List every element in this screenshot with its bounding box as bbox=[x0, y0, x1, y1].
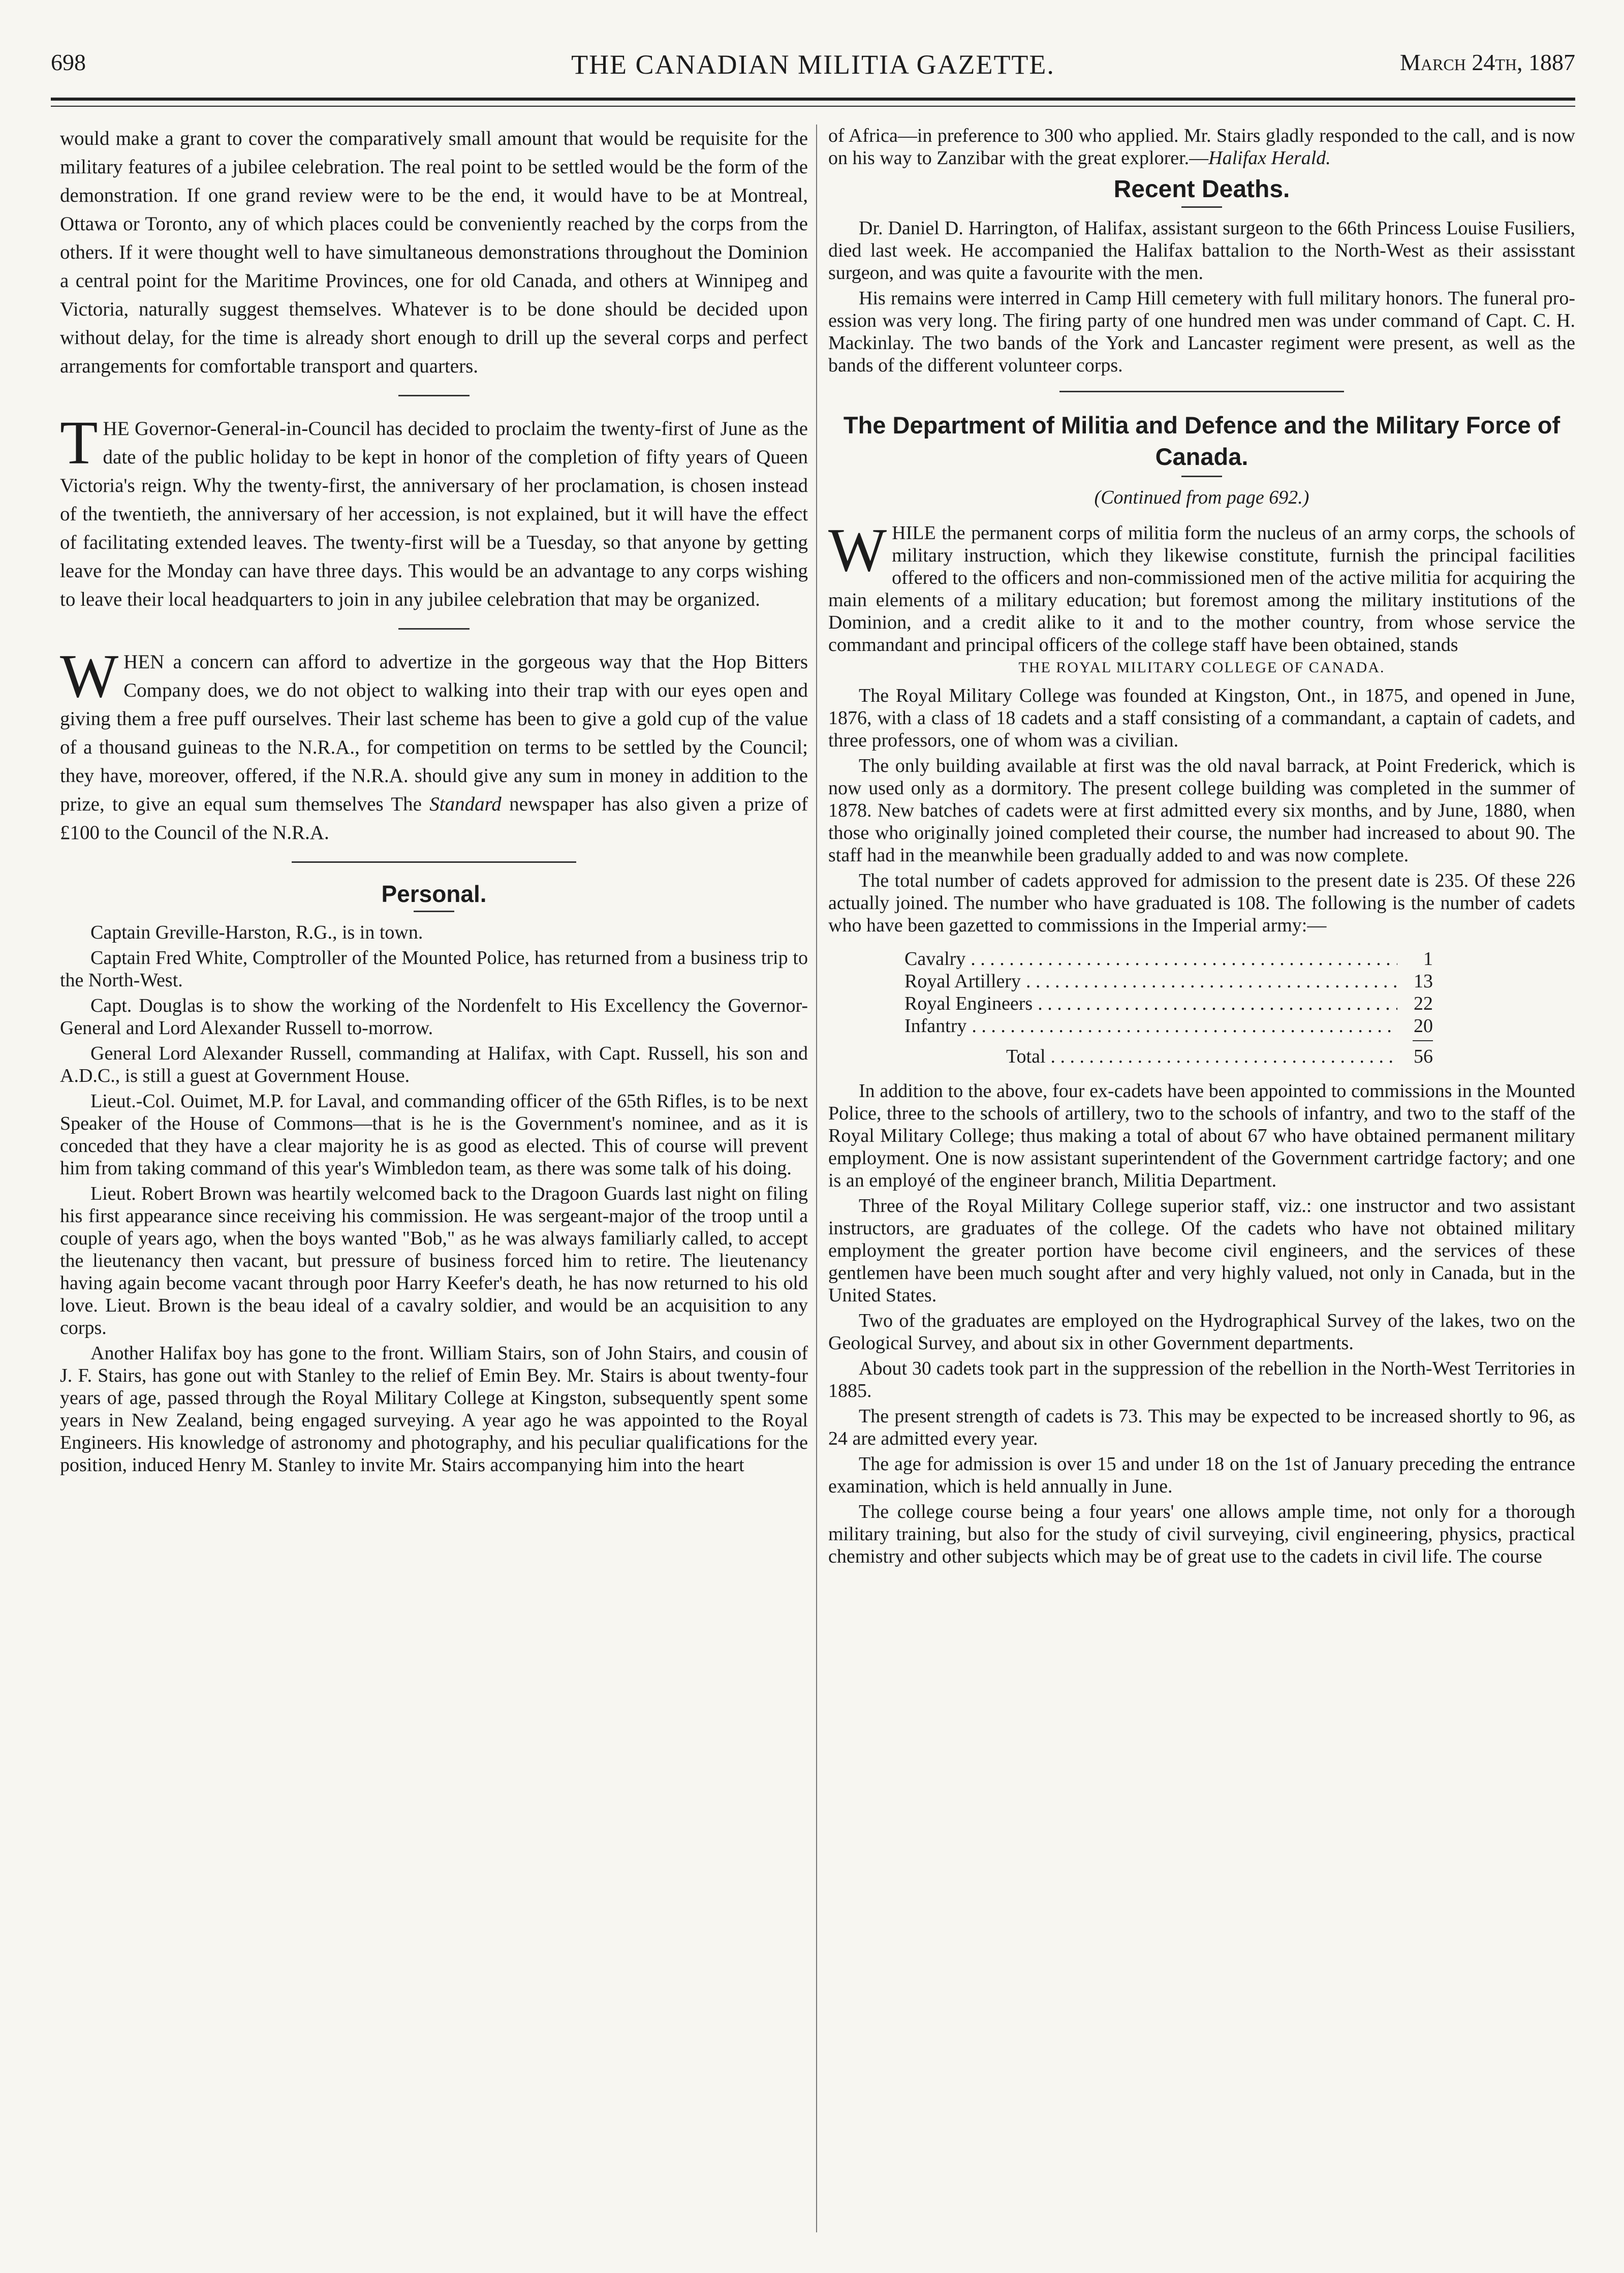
personal-item: Another Halifax boy has gone to the front. William Stairs, son of John Stairs, and cousin of J. F. Stairs, has gone out with Stanley to the relief of Emin Bey. Mr. Stairs is about twenty-four years of age, passed through the Royal Military College at Kingston, subsequently spent some years in New Zealand, being engaged surveying. A year ago he was appointed to the Royal Engineers. His knowledge of astronomy and photography, and his peculiar qualifications for the position, induced Henry M. Stanley to invite Mr. Stairs accompanying him into the heart bbox=[60, 1343, 808, 1476]
editorial-text: newspaper has also given a prize of £100 to the Council of the N.R.A. bbox=[60, 793, 808, 844]
article-paragraph: The only building available at first was the old naval barrack, at Point Frederick, which is now used only as a dormitory. The present college building was completed in the summer of 1878. New batches of cadets were at first admitted every six months, and by June, 1880, when those who originally joined completed their course, the number had increased to about 90. The staff had in the meanwhile been gradually added to and was now complete. bbox=[828, 755, 1575, 866]
section-divider bbox=[398, 628, 470, 630]
personal-item: General Lord Alexander Russell, commanding at Halifax, with Capt. Russell, his son and A.D.C., is still a guest at Government House. bbox=[60, 1043, 808, 1086]
commissions-table bbox=[904, 948, 1433, 1068]
table-total-label: Total bbox=[1006, 1046, 1046, 1067]
editorial-text: HEN a concern can afford to advertize in the gorgeous way that the Hop Bitters Company does, we do not object to walking into their trap with our eyes open and giving them a free puff ourselves. Their last scheme has been to give a gold cup of the value of a thousand guineas to the N.R.A., for competition on terms to be settled by the Council; they have, moreover, offered, if the N.R.A. should give any sum in money in addition to the prize, to give an equal sum themselves The bbox=[60, 651, 808, 815]
editorial-paragraph bbox=[60, 409, 808, 614]
personal-items bbox=[60, 921, 808, 1476]
personal-item: Lieut. Robert Brown was heartily welcomed back to the Dragoon Guards last night on filing his first appearance since receiving his commission. He was sergeant-major of the troop until a couple of years ago, when the boys wanted "Bob," as he was always familiarly called, to accept the lieutenancy then vacant, but pressure of business forced him to retire. The lieutenancy having again become vacant through poor Harry Keefer's death, he has now returned to his old love. Lieut. Brown is the beau ideal of a cavalry soldier, and would be an acquisition to any corps. bbox=[60, 1183, 808, 1338]
article-paragraph bbox=[828, 516, 1575, 656]
subheading-rmc: THE ROYAL MILITARY COLLEGE OF CANADA. bbox=[1018, 659, 1385, 676]
article-paragraph: Two of the graduates are employed on the Hydrographical Survey of the lakes, two on the Geological Survey, and about six in other Government departments. bbox=[828, 1310, 1575, 1354]
table-value: 22 bbox=[1414, 993, 1433, 1014]
personal-item: Lieut.-Col. Ouimet, M.P. for Laval, and commanding officer of the 65th Rifles, is to be next Speaker of the House of Commons—that is he is the Government's nominee, and as it is conceded that they have a clear majority he is as good as elected. This of course will prevent him from taking command of this year's Wimbledon team, as there was some talk of his doing. bbox=[60, 1091, 808, 1179]
source-credit: Halifax Herald. bbox=[1208, 147, 1331, 169]
header-rule bbox=[51, 98, 1575, 101]
personal-item: Captain Greville-Harston, R.G., is in town. bbox=[90, 922, 423, 943]
article-paragraph: The college course being a four years' one allows ample time, not only for a thorough military training, but also for the study of civil surveying, civil engineering, physics, practical chemistry and other subjects which may be of great use to the cadets in civil life. The course bbox=[828, 1501, 1575, 1567]
article-text: HILE the permanent corps of militia form the nucleus of an army corps, the schools of military instruction, which they likewise constitute, furnish the principal facilities offered to the officers and non-commissioned men of the active militia for acquiring the main elements of a military education; but foremost among the military institutions of the Dominion, and a credit alike to it and to the mother country, from whose service the commandant and principal officers of the college staff have been obtained, stands bbox=[828, 522, 1575, 656]
drop-cap: W bbox=[828, 516, 887, 584]
table-label: Royal Engineers bbox=[904, 993, 1033, 1014]
death-notice: Dr. Daniel D. Harrington, of Halifax, assistant surgeon to the 66th Princess Louise Fusiliers, died last week. He accompanied the Halifax battalion to the North-West as their assisstant surgeon, and was quite a favourite with the men. bbox=[828, 217, 1575, 284]
table-row bbox=[904, 1015, 1433, 1037]
publication-title: THE CANADIAN MILITIA GAZETTE. bbox=[571, 49, 1055, 80]
section-heading-recent-deaths: Recent Deaths. bbox=[1113, 176, 1290, 203]
leader-dots bbox=[1038, 992, 1397, 1015]
article-paragraph: Three of the Royal Military College superior staff, viz.: one instructor and two assistant instructors, are graduates of the college. Of the cadets who have not obtained military employment the greater portion have become civil engineers, and the services of these gentlemen have been much sought after and very highly valued, not only in Canada, but in the United States. bbox=[828, 1195, 1575, 1306]
article-paragraph: The present strength of cadets is 73. This may be expected to be increased shortly to 96, as 24 are admitted every year. bbox=[828, 1406, 1575, 1449]
right-column bbox=[828, 124, 1575, 2237]
continued-paragraph bbox=[828, 124, 1575, 169]
death-notice: His remains were interred in Camp Hill cemetery with full military honors. The funeral pro-ession was very long. The firing party of one hundred men was under command of Capt. C. H. Mackinlay. The two bands of the York and Lancaster regiment were present, as well as the bands of the different volunteer corps. bbox=[828, 288, 1575, 376]
drop-cap: W bbox=[60, 642, 119, 710]
table-value: 13 bbox=[1414, 971, 1433, 992]
column-divider bbox=[816, 124, 817, 2232]
personal-item: Capt. Douglas is to show the working of the Nordenfelt to His Excellency the Governor-General and Lord Alexander Russell to-morrow. bbox=[60, 995, 808, 1039]
continued-from-note: (Continued from page 692.) bbox=[1094, 487, 1309, 508]
section-divider bbox=[398, 395, 470, 396]
leader-dots bbox=[1051, 1045, 1397, 1068]
page-header bbox=[51, 49, 1575, 89]
table-row bbox=[904, 970, 1433, 992]
article-paragraph: The age for admission is over 15 and under 18 on the 1st of January preceding the entrance examination, which is held annually in June. bbox=[828, 1453, 1575, 1497]
table-label: Infantry bbox=[904, 1015, 967, 1037]
header-rule-thin bbox=[51, 106, 1575, 107]
section-divider bbox=[1059, 391, 1344, 392]
heading-rule bbox=[414, 911, 454, 912]
total-rule bbox=[1413, 1040, 1433, 1041]
page-number: 698 bbox=[51, 49, 86, 75]
editorial-paragraph bbox=[60, 642, 808, 847]
newspaper-name: Standard bbox=[429, 793, 502, 815]
drop-cap: T bbox=[60, 409, 98, 477]
table-value: 20 bbox=[1414, 1015, 1433, 1037]
continued-text: of Africa—in preference to 300 who applied. Mr. Stairs gladly responded to the call, and is now on his way to Zanzibar with the great explorer.— bbox=[828, 125, 1575, 169]
article-paragraph: The total number of cadets approved for admission to the present date is 235. Of these 226 actually joined. The number who have graduated is 108. The following is the number of cadets who have been gazetted to commissions in the Imperial army:— bbox=[828, 870, 1575, 936]
editorial-text: HE Governor-General-in-Council has decided to proclaim the twenty-first of June as the date of the public holiday to be kept in honor of the completion of fifty years of Queen Victoria's reign. Why the twenty-first, the anniversary of her proclamation, is chosen instead of the twentieth, the anniversary of her accession, is not explained, but it will have the effect of facilitating extended leaves. The twenty-first will be a Tuesday, so that anyone by getting leave for the Monday can have three days. This would be an advantage to any corps wishing to leave their local headquarters to join in any jubilee celebration that may be organized. bbox=[60, 418, 808, 610]
section-heading-department: The Department of Militia and Defence and the Military Force of Canada. bbox=[843, 412, 1560, 470]
article-paragraph: In addition to the above, four ex-cadets have been appointed to commissions in the Mounted Police, three to the schools of artillery, two to the schools of infantry, and two to the staff of the Royal Military College; thus making a total of about 67 who have obtained permanent military employment. One is now assistant superintendent of the Government cartridge factory; and one is an employé of the engineer branch, Militia Department. bbox=[828, 1080, 1575, 1191]
leader-dots bbox=[972, 1015, 1397, 1037]
table-row bbox=[904, 948, 1433, 970]
table-label: Royal Artillery bbox=[904, 971, 1021, 992]
leader-dots bbox=[1026, 970, 1397, 992]
table-value: 1 bbox=[1423, 948, 1433, 970]
section-divider bbox=[292, 861, 576, 863]
table-label: Cavalry bbox=[904, 948, 966, 970]
issue-date: March 24th, 1887 bbox=[1400, 49, 1575, 75]
article-paragraph: About 30 cadets took part in the suppression of the rebellion in the North-West Territories in 1885. bbox=[828, 1358, 1575, 1402]
table-total-row bbox=[904, 1045, 1433, 1068]
section-heading-personal: Personal. bbox=[381, 881, 487, 907]
table-total-value: 56 bbox=[1414, 1046, 1433, 1067]
left-column bbox=[60, 124, 808, 2237]
article-paragraph: The Royal Military College was founded at Kingston, Ont., in 1875, and opened in June, 1876, with a class of 18 cadets and a staff consisting of a commandant, a captain of cadets, and three professors, one of whom was a civilian. bbox=[828, 685, 1575, 751]
heading-rule bbox=[1181, 206, 1222, 208]
heading-rule bbox=[1181, 476, 1222, 477]
editorial-paragraph: would make a grant to cover the comparatively small amount that would be requisite for the military features of a jubilee celebration. The real point to be settled would be the form of the demonstration. If one grand review were to be the end, it would have to be at Montreal, Ottawa or Toronto, any of which places could be conveniently reached by the corps from the others. If it were thought well to have simultaneous demonstrations throughout the Dominion a central point for the Maritime Provinces, one for old Canada, and others at Winnipeg and Victoria, naturally suggest themselves. Whatever is to be done should be decided upon without delay, for the time is already short enough to drill up the several corps and perfect arrangements for comfortable transport and quarters. bbox=[60, 128, 808, 377]
leader-dots bbox=[971, 948, 1397, 970]
personal-item: Captain Fred White, Comptroller of the Mounted Police, has returned from a business trip to the North-West. bbox=[60, 947, 808, 991]
table-row bbox=[904, 992, 1433, 1015]
